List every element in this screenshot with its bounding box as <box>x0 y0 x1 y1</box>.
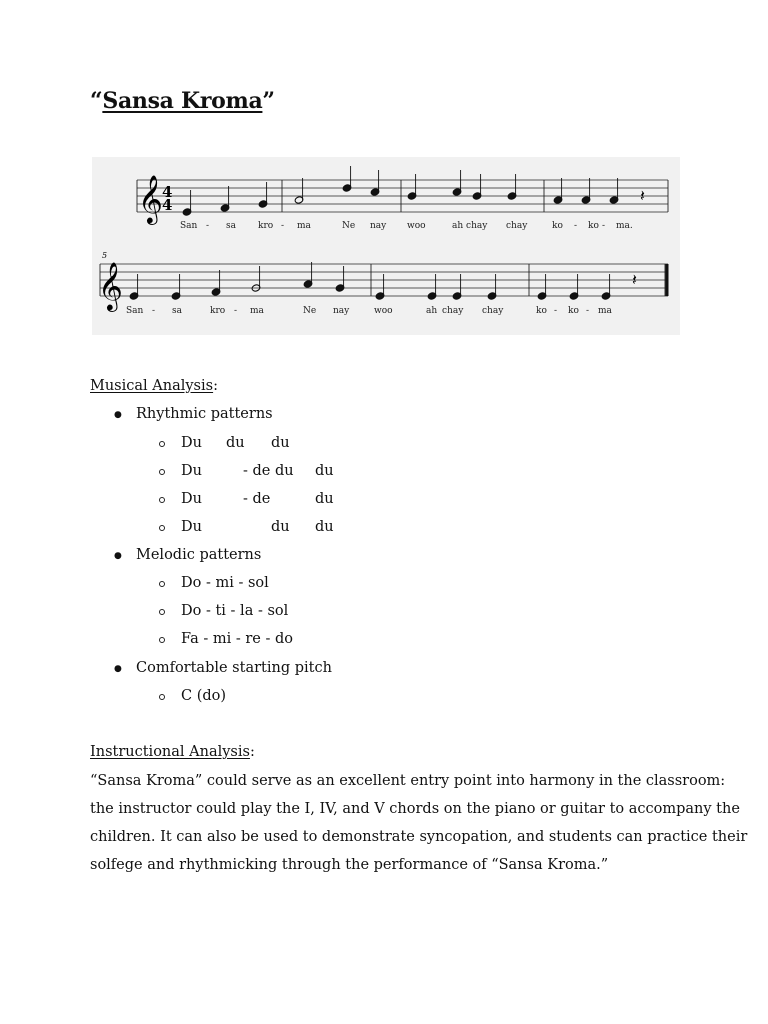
rhythm-pattern-2-a: Du <box>181 463 202 479</box>
instructional-analysis-heading: Instructional Analysis: <box>90 744 255 760</box>
lyric-syllable: - <box>206 221 210 231</box>
bullet-icon: ● <box>114 551 122 561</box>
rhythm-pattern-3-c: du <box>315 491 334 507</box>
lyric-syllable: - <box>574 221 578 231</box>
hollow-bullet-icon <box>159 609 165 615</box>
lyric-syllable: ma <box>598 306 612 316</box>
paragraph-line: “Sansa Kroma” could serve as an excellent entry point into harmony in the classroom: <box>90 773 726 789</box>
rhythmic-patterns-label: Rhythmic patterns <box>136 406 273 422</box>
lyric-syllable: ma <box>250 306 264 316</box>
hollow-bullet-icon <box>159 581 165 587</box>
lyrics-line-2 <box>126 306 613 316</box>
bullet-icon: ● <box>114 664 122 674</box>
lyric-syllable: kro <box>210 306 226 316</box>
bullet-icon: ● <box>114 410 122 420</box>
lyric-syllable: - <box>586 306 590 316</box>
lyric-syllable: woo <box>374 306 393 316</box>
starting-pitch-value: C (do) <box>181 688 227 704</box>
rhythm-pattern-2-c: du <box>315 463 334 479</box>
lyric-syllable: kro <box>258 221 274 231</box>
lyric-syllable: San <box>126 306 144 316</box>
hollow-bullet-icon <box>159 497 165 503</box>
lyric-syllable: - <box>281 221 285 231</box>
lyric-syllable: chay <box>482 306 504 316</box>
time-signature: 4 <box>162 183 173 201</box>
lyric-syllable: ko <box>588 221 599 231</box>
lyric-syllable: San <box>180 221 198 231</box>
rhythm-pattern-4-b: du <box>271 519 290 535</box>
lyric-syllable: ko <box>568 306 579 316</box>
treble-clef-icon: 𝄞 <box>98 261 123 310</box>
time-signature: 4 <box>162 196 173 214</box>
hollow-bullet-icon <box>159 637 165 643</box>
treble-clef-icon: 𝄞 <box>138 174 163 223</box>
lyric-syllable: chay <box>506 221 528 231</box>
hollow-bullet-icon <box>159 525 165 531</box>
rest-icon: 𝄽 <box>632 270 637 289</box>
sheet-music <box>92 157 680 335</box>
lyric-syllable: ko <box>552 221 563 231</box>
melodic-pattern-1: Do - mi - sol <box>181 575 269 591</box>
lyric-syllable: nay <box>370 221 387 231</box>
rest-icon: 𝄽 <box>640 186 645 205</box>
lyric-syllable: woo <box>407 221 426 231</box>
instructional-analysis-paragraph <box>90 767 748 879</box>
document-title: “Sansa Kroma” <box>90 88 275 114</box>
hollow-bullet-icon <box>159 441 165 447</box>
lyric-syllable: nay <box>333 306 350 316</box>
rhythm-pattern-1-b: du <box>226 435 245 451</box>
lyric-syllable: - <box>602 221 606 231</box>
rhythm-pattern-2-b: - de du <box>243 463 294 479</box>
lyric-syllable: Ne <box>342 221 356 231</box>
paragraph-line: children. It can also be used to demonstrate syncopation, and students can practice their <box>90 829 748 845</box>
lyric-syllable: sa <box>226 221 236 231</box>
lyric-syllable: - <box>554 306 558 316</box>
rhythm-pattern-1-c: du <box>271 435 290 451</box>
lyric-syllable: Ne <box>303 306 317 316</box>
lyric-syllable: - <box>152 306 156 316</box>
lyric-syllable: ah chay <box>452 221 488 231</box>
lyric-syllable: sa <box>172 306 182 316</box>
lyric-syllable: ah <box>426 306 438 316</box>
measure-number: 5 <box>102 251 108 260</box>
staff-line-1 <box>137 180 668 212</box>
starting-pitch-label: Comfortable starting pitch <box>136 660 332 676</box>
lyrics-line-1 <box>180 221 633 231</box>
lyric-syllable: ma <box>297 221 311 231</box>
lyric-syllable: chay <box>442 306 464 316</box>
rhythm-pattern-4-c: du <box>315 519 334 535</box>
melodic-pattern-2: Do - ti - la - sol <box>181 603 289 619</box>
rhythm-pattern-3-b: - de <box>243 491 271 507</box>
rhythm-pattern-3-a: Du <box>181 491 202 507</box>
lyric-syllable: ko <box>536 306 547 316</box>
rhythm-pattern-4-a: Du <box>181 519 202 535</box>
paragraph-line: solfege and rhythmicking through the performance of “Sansa Kroma.” <box>90 857 609 873</box>
melodic-pattern-3: Fa - mi - re - do <box>181 631 293 647</box>
lyric-syllable: ma. <box>616 221 633 231</box>
hollow-bullet-icon <box>159 469 165 475</box>
hollow-bullet-icon <box>159 694 165 700</box>
paragraph-line: the instructor could play the I, IV, and V chords on the piano or guitar to accompany the <box>90 801 740 817</box>
musical-analysis-heading: Musical Analysis: <box>90 378 218 394</box>
melodic-patterns-label: Melodic patterns <box>136 547 262 563</box>
rhythm-pattern-1-a: Du <box>181 435 202 451</box>
lyric-syllable: - <box>234 306 238 316</box>
